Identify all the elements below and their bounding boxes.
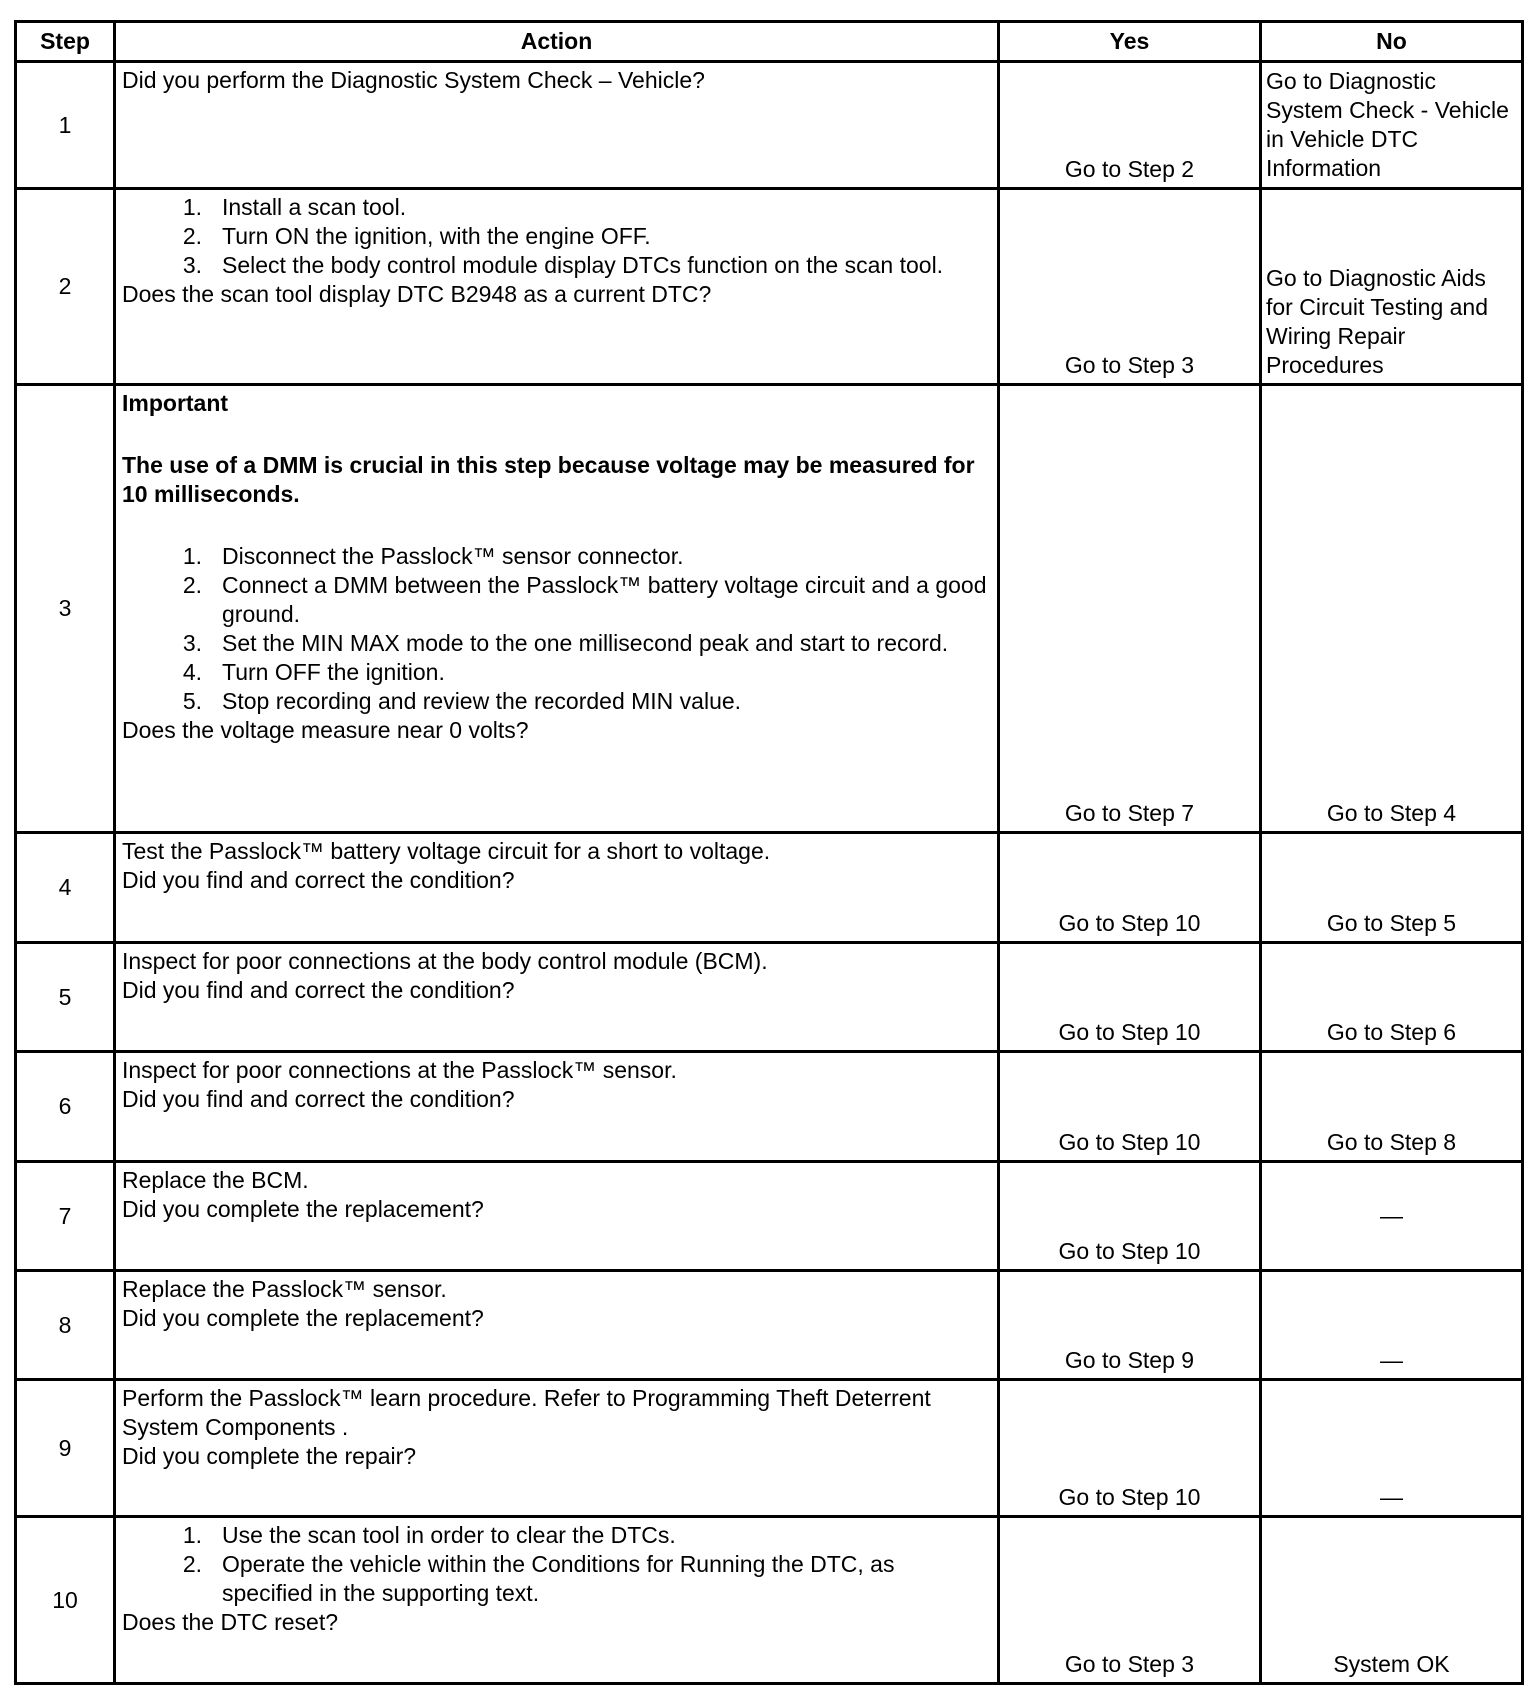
list-item: 5. Stop recording and review the recorded MIN value. xyxy=(182,688,742,714)
header-no: No xyxy=(1261,22,1523,62)
no-value: — xyxy=(1380,1202,1403,1229)
action-cell xyxy=(115,189,999,385)
question-text: Did you complete the replacement? xyxy=(122,1196,484,1222)
table-row xyxy=(16,833,1523,943)
yes-link[interactable]: Go to Step 2 xyxy=(1064,156,1195,182)
step-number: 3 xyxy=(16,385,115,833)
list-item: 1. Disconnect the Passlock™ sensor connector. xyxy=(182,543,684,569)
table-row xyxy=(16,943,1523,1052)
step-number: 4 xyxy=(16,833,115,943)
table-row xyxy=(16,189,1523,385)
yes-link[interactable]: Go to Step 10 xyxy=(1058,1484,1201,1510)
important-heading: Important xyxy=(122,390,229,416)
yes-cell xyxy=(999,943,1261,1052)
list-item: 1. Use the scan tool in order to clear the DTCs. xyxy=(182,1522,676,1548)
no-cell xyxy=(1261,943,1523,1052)
no-cell xyxy=(1261,1380,1523,1517)
action-cell xyxy=(115,1052,999,1162)
no-link[interactable]: Go to Diagnostic System Check - Vehicle in Vehicle DTC Information xyxy=(1266,68,1509,181)
yes-link[interactable]: Go to Step 10 xyxy=(1058,1238,1201,1264)
step-number: 9 xyxy=(16,1380,115,1517)
procedure-list xyxy=(122,1521,991,1608)
procedure-list xyxy=(122,193,991,280)
action-cell xyxy=(115,1517,999,1684)
no-cell xyxy=(1261,1517,1523,1684)
action-text: Test the Passlock™ battery voltage circuit for a short to voltage. xyxy=(122,838,771,864)
no-cell xyxy=(1261,1162,1523,1271)
action-cell xyxy=(115,1380,999,1517)
step-number: 1 xyxy=(16,62,115,189)
step-number: 5 xyxy=(16,943,115,1052)
action-cell xyxy=(115,1271,999,1380)
no-link[interactable]: Go to Step 8 xyxy=(1326,1129,1457,1155)
yes-cell xyxy=(999,833,1261,943)
yes-cell xyxy=(999,189,1261,385)
no-link[interactable]: Go to Step 5 xyxy=(1326,910,1457,936)
table-row xyxy=(16,62,1523,189)
header-yes: Yes xyxy=(999,22,1261,62)
list-item: 2. Operate the vehicle within the Conditions for Running the DTC, as specified in the supporting text. xyxy=(182,1551,895,1606)
header-step: Step xyxy=(16,22,115,62)
important-note: The use of a DMM is crucial in this step because voltage may be measured for 10 milliseconds. xyxy=(122,452,975,507)
no-cell xyxy=(1261,385,1523,833)
table-row xyxy=(16,1162,1523,1271)
list-item: 2. Connect a DMM between the Passlock™ battery voltage circuit and a good ground. xyxy=(182,572,987,627)
no-cell xyxy=(1261,1052,1523,1162)
yes-link[interactable]: Go to Step 3 xyxy=(1064,352,1195,378)
no-link[interactable]: Go to Diagnostic Aids for Circuit Testing and Wiring Repair Procedures xyxy=(1266,265,1489,378)
question-text: Did you find and correct the condition? xyxy=(122,977,515,1003)
action-text: Inspect for poor connections at the body control module (BCM). xyxy=(122,948,768,974)
table-row xyxy=(16,1517,1523,1684)
step-number: 10 xyxy=(16,1517,115,1684)
diagnostic-table xyxy=(14,20,1524,1685)
no-value: — xyxy=(1380,1484,1403,1510)
action-cell xyxy=(115,1162,999,1271)
action-text: Replace the Passlock™ sensor. xyxy=(122,1276,447,1302)
list-item: 3. Select the body control module display DTCs function on the scan tool. xyxy=(182,252,944,278)
table-row xyxy=(16,385,1523,833)
step-number: 6 xyxy=(16,1052,115,1162)
action-cell xyxy=(115,833,999,943)
action-text: Inspect for poor connections at the Passlock™ sensor. xyxy=(122,1057,677,1083)
action-text: Perform the Passlock™ learn procedure. Refer to Programming Theft Deterrent System Components . xyxy=(122,1385,931,1440)
yes-link[interactable]: Go to Step 3 xyxy=(1064,1651,1195,1677)
list-item: 4. Turn OFF the ignition. xyxy=(182,659,445,685)
yes-cell xyxy=(999,1517,1261,1684)
header-action: Action xyxy=(115,22,999,62)
question-text: Does the voltage measure near 0 volts? xyxy=(122,717,529,743)
question-text: Did you find and correct the condition? xyxy=(122,1086,515,1112)
no-cell xyxy=(1261,1271,1523,1380)
yes-cell xyxy=(999,62,1261,189)
question-text: Did you complete the replacement? xyxy=(122,1305,484,1331)
step-number: 2 xyxy=(16,189,115,385)
table-row xyxy=(16,1271,1523,1380)
yes-cell xyxy=(999,1162,1261,1271)
question-text: Did you complete the repair? xyxy=(122,1443,417,1469)
yes-cell xyxy=(999,1271,1261,1380)
action-cell xyxy=(115,62,999,189)
yes-cell xyxy=(999,385,1261,833)
question-text: Does the scan tool display DTC B2948 as a current DTC? xyxy=(122,281,712,307)
diagnostic-table-container xyxy=(14,20,1524,1685)
question-text: Did you find and correct the condition? xyxy=(122,867,515,893)
question-text: Does the DTC reset? xyxy=(122,1609,339,1635)
yes-cell xyxy=(999,1052,1261,1162)
no-cell xyxy=(1261,833,1523,943)
action-cell xyxy=(115,385,999,833)
step-number: 7 xyxy=(16,1162,115,1271)
list-item: 2. Turn ON the ignition, with the engine OFF. xyxy=(182,223,651,249)
no-link[interactable]: Go to Step 6 xyxy=(1326,1019,1457,1045)
no-value: — xyxy=(1380,1347,1403,1373)
table-row xyxy=(16,1052,1523,1162)
yes-link[interactable]: Go to Step 9 xyxy=(1064,1347,1195,1373)
procedure-list xyxy=(122,542,991,716)
no-value: System OK xyxy=(1333,1651,1450,1677)
yes-cell xyxy=(999,1380,1261,1517)
yes-link[interactable]: Go to Step 10 xyxy=(1058,1019,1201,1045)
no-cell xyxy=(1261,62,1523,189)
no-link[interactable]: Go to Step 4 xyxy=(1326,800,1457,826)
table-row xyxy=(16,1380,1523,1517)
no-cell xyxy=(1261,189,1523,385)
yes-link[interactable]: Go to Step 7 xyxy=(1064,800,1195,826)
action-text: Replace the BCM. xyxy=(122,1167,309,1193)
yes-link[interactable]: Go to Step 10 xyxy=(1058,1129,1201,1155)
yes-link[interactable]: Go to Step 10 xyxy=(1058,910,1201,936)
list-item: 1. Install a scan tool. xyxy=(182,194,407,220)
action-cell xyxy=(115,943,999,1052)
list-item: 3. Set the MIN MAX mode to the one millisecond peak and start to record. xyxy=(182,630,949,656)
action-text: Did you perform the Diagnostic System Check – Vehicle? xyxy=(122,67,705,93)
step-number: 8 xyxy=(16,1271,115,1380)
header-row xyxy=(16,22,1523,62)
